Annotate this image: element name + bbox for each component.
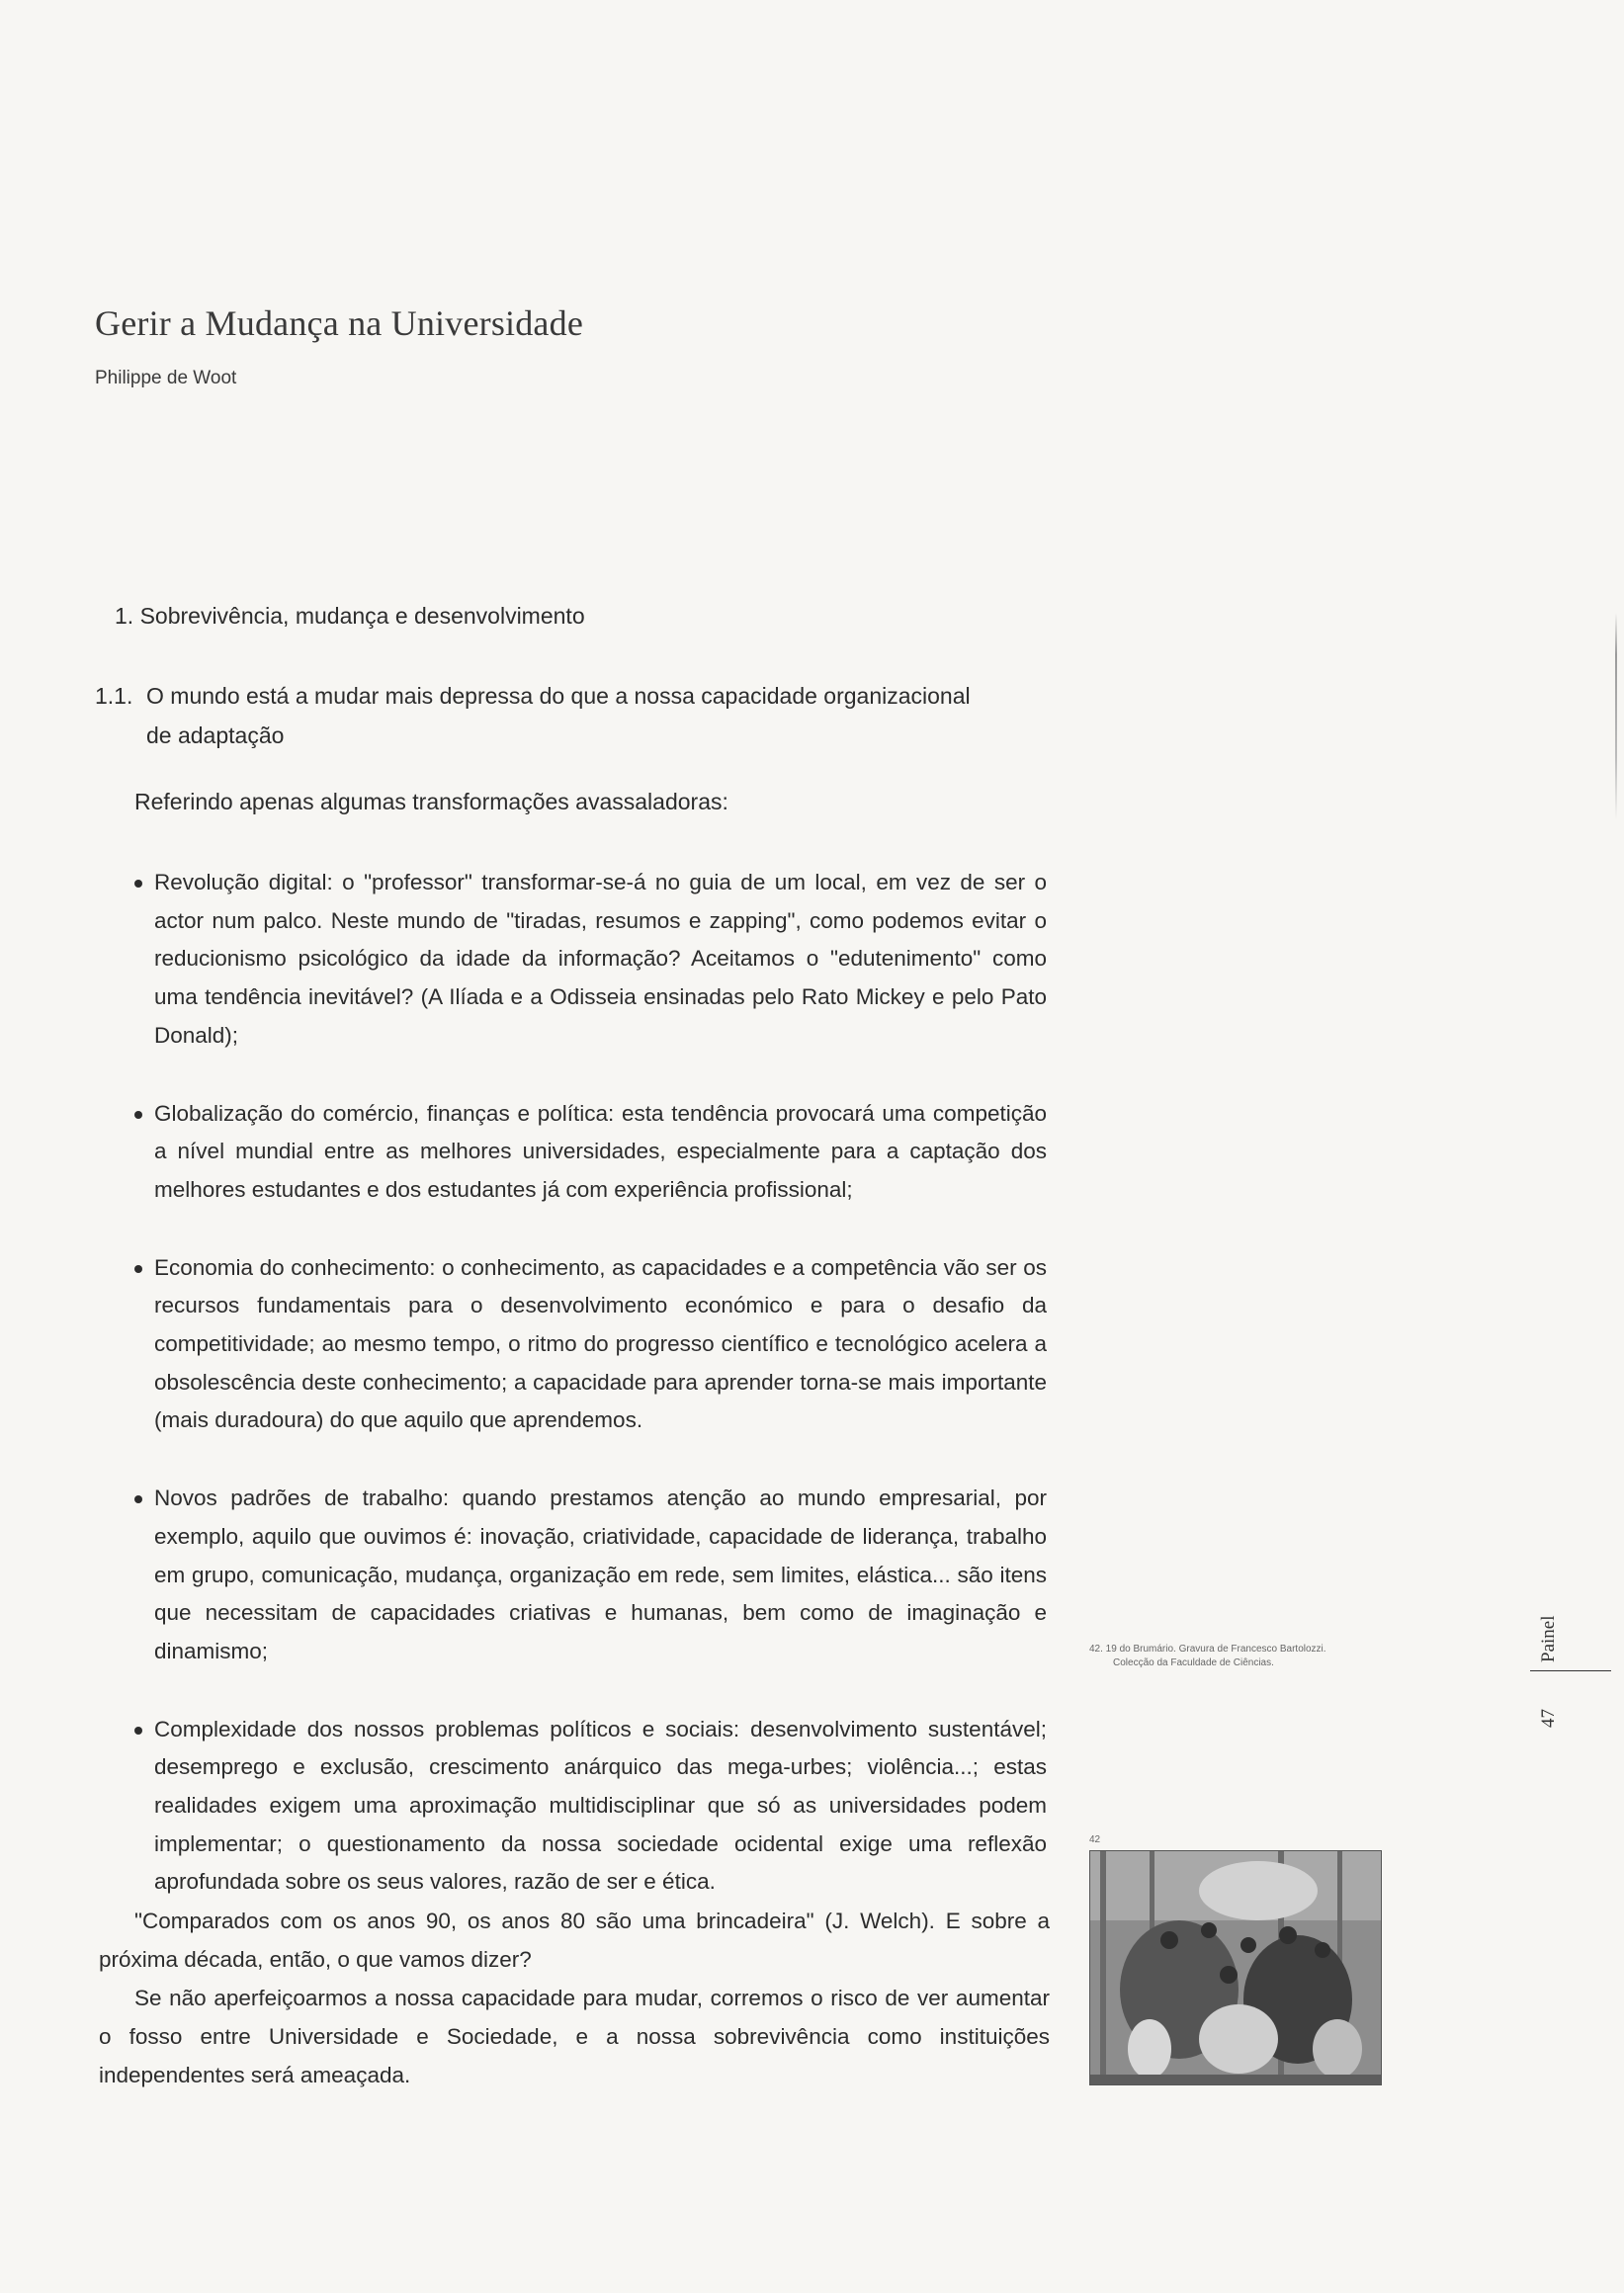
engraving-image (1089, 1850, 1382, 2085)
figure-caption-line2: Colecção da Faculdade de Ciências. (1113, 1657, 1274, 1668)
subsection-title-line1: O mundo está a mudar mais depressa do que a nossa capacidade organizacional (146, 683, 971, 709)
subsection-heading (95, 676, 1064, 755)
closing-paragraphs (99, 1902, 1050, 2094)
margin-section-label: Painel (1538, 1615, 1559, 1662)
figure-number: 42 (1089, 1834, 1101, 1845)
closing-paragraph-1: "Comparados com os anos 90, os anos 80 são uma brincadeira" (J. Welch). E sobre a próxima década, então, o que vamos dizer? (99, 1909, 1050, 1972)
margin-divider (1530, 1670, 1611, 1671)
page-edge-mark (1615, 613, 1617, 820)
section-heading: 1. Sobrevivência, mudança e desenvolvimento (115, 603, 585, 629)
bullet-digital-revolution: Revolução digital: o "professor" transformar-se-á no guia de um local, em vez de ser o actor num palco. Neste mundo de "tiradas, resumos e zapping", como podemos evitar o reducionismo psicológico da idade da informação? Aceitamos o "edutenimento" como uma tendência inevitável? (A Ilíada e a Odisseia ensinadas pelo Rato Mickey e pelo Pato Donald); (132, 864, 1047, 1056)
article-author: Philippe de Woot (95, 368, 237, 388)
article-title: Gerir a Mudança na Universidade (95, 303, 583, 343)
bullet-knowledge-economy: Economia do conhecimento: o conhecimento, as capacidades e a competência vão ser os recursos fundamentais para o desenvolvimento económico e para o desafio da competitividade; ao mesmo tempo, o ritmo do progresso científico e tecnológico acelera a obsolescência deste conhecimento; a capacidade para aprender torna-se mais importante (mais duradoura) do que aquilo que aprendemos. (132, 1249, 1047, 1441)
intro-paragraph: Referindo apenas algumas transformações avassaladoras: (134, 789, 728, 814)
bullet-globalization: Globalização do comércio, finanças e política: esta tendência provocará uma competição a nível mundial entre as melhores universidades, especialmente para a captação dos melhores estudantes e dos estudantes já com experiência profissional; (132, 1095, 1047, 1210)
subsection-title-line2: de adaptação (146, 722, 285, 748)
figure-caption (1089, 1643, 1406, 1670)
bullet-work-patterns: Novos padrões de trabalho: quando prestamos atenção ao mundo empresarial, por exemplo, aquilo que ouvimos é: inovação, criatividade, capacidade de liderança, trabalho em grupo, comunicação, mudança, organização em rede, sem limites, elástica... são itens que necessitam de capacidades criativas e humanas, bem como de imaginação e dinamismo; (132, 1480, 1047, 1671)
closing-paragraph-2: Se não aperfeiçoarmos a nossa capacidade para mudar, corremos o risco de ver aumentar o fosso entre Universidade e Sociedade, e a nossa sobrevivência como instituições independentes será ameaçada. (99, 1986, 1050, 2087)
subsection-number: 1.1. (95, 683, 133, 709)
engraving-illustration (1090, 1851, 1381, 2084)
figure-caption-line1: 42. 19 do Brumário. Gravura de Francesco Bartolozzi. (1089, 1644, 1326, 1655)
page-number: 47 (1538, 1709, 1559, 1728)
bullet-list (132, 864, 1047, 1941)
bullet-complexity: Complexidade dos nossos problemas políticos e sociais: desenvolvimento sustentável; desemprego e exclusão, crescimento anárquico das mega-urbes; violência...; estas realidades exigem uma aproximação multidisciplinar que só as universidades podem implementar; o questionamento da nossa sociedade ocidental exige uma reflexão aprofundada sobre os seus valores, razão de ser e ética. (132, 1711, 1047, 1903)
